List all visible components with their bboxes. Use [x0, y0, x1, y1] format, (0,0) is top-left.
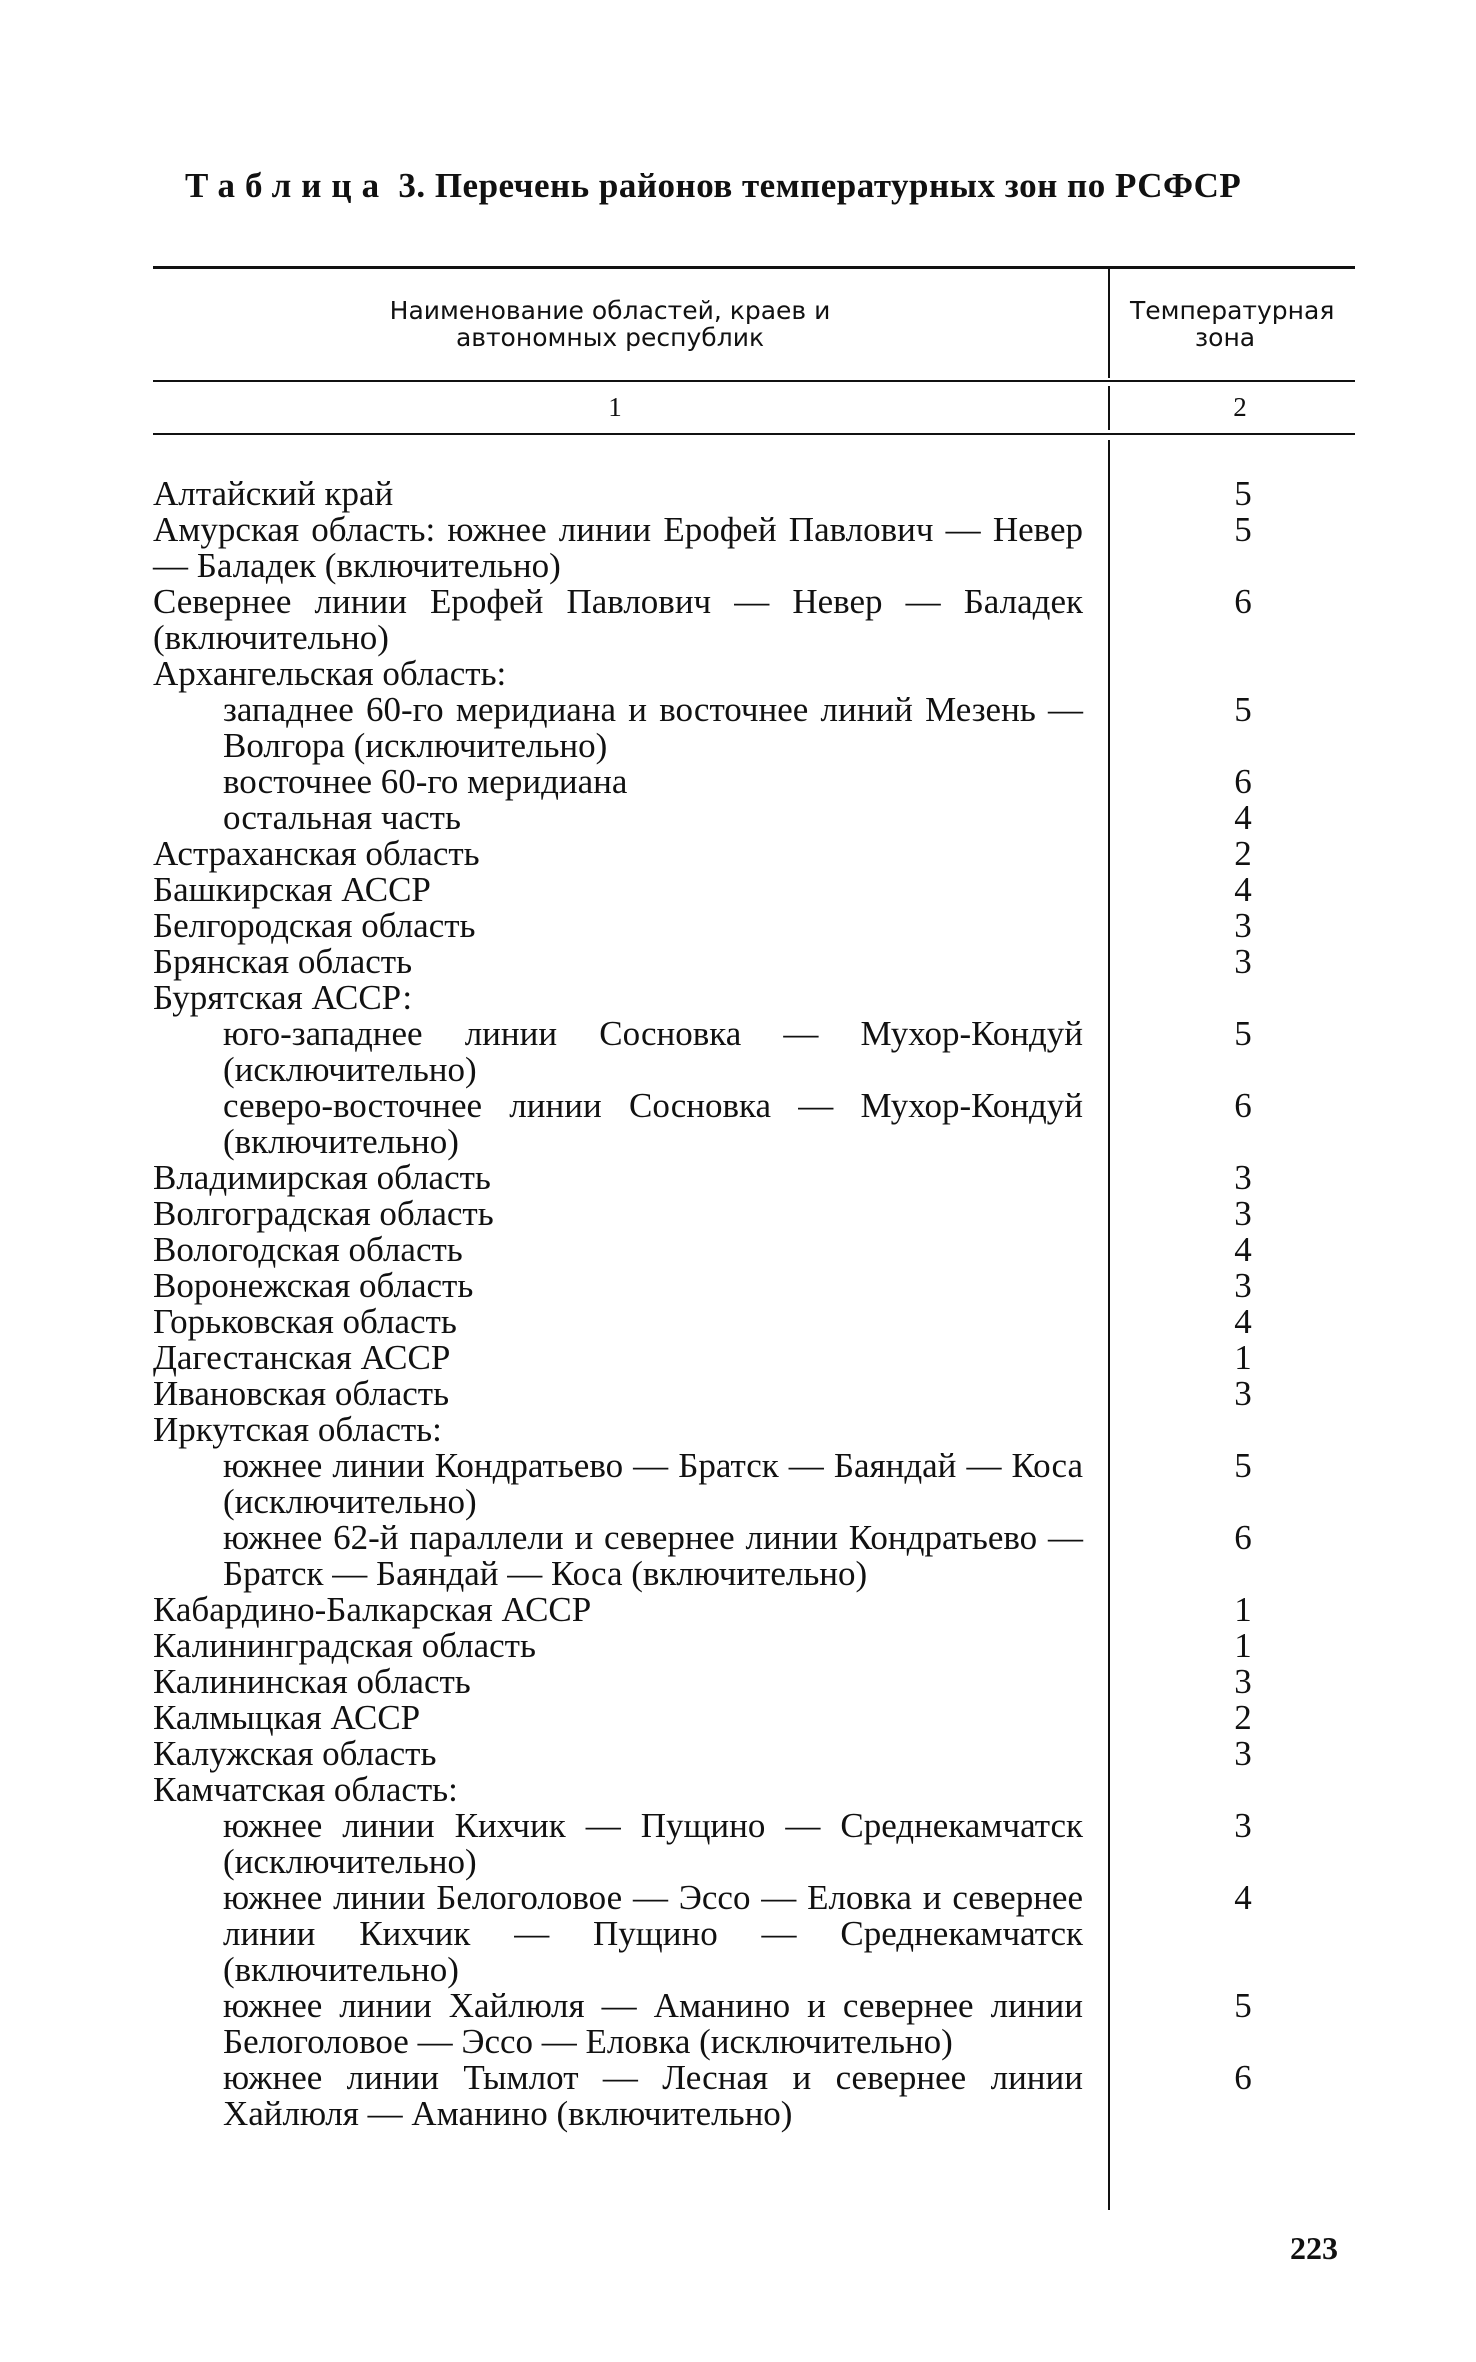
- region-name: юго-западнее линии Сосновка — Мухор-Кондуй (исключительно): [223, 1014, 1083, 1089]
- table-row: [153, 1592, 1277, 1628]
- table-row: [153, 1628, 1277, 1664]
- region-name: Астраханская область: [153, 834, 480, 873]
- table-row: [153, 476, 1277, 512]
- table-row: [153, 1736, 1277, 1772]
- temperature-zone: 4: [1234, 870, 1252, 909]
- table-row: [153, 656, 1277, 692]
- temperature-zone: 1: [1234, 1338, 1252, 1377]
- region-name: Воронежская область: [153, 1266, 474, 1305]
- region-name: Калмыцкая АССР: [153, 1698, 421, 1737]
- region-name: Владимирская область: [153, 1158, 491, 1197]
- table-row: [153, 584, 1277, 656]
- region-name: северо-восточнее линии Сосновка — Мухор-Кондуй (включительно): [223, 1086, 1083, 1161]
- temperature-zone: 6: [1234, 762, 1252, 801]
- region-name: южнее 62-й параллели и севернее линии Кондратьево — Братск — Баяндай — Коса (включительно): [223, 1518, 1083, 1593]
- table-row: [153, 908, 1277, 944]
- region-name: Калининская область: [153, 1662, 471, 1701]
- region-name: Горьковская область: [153, 1302, 457, 1341]
- temperature-zone: 3: [1234, 1194, 1252, 1233]
- region-name: Дагестанская АССР: [153, 1338, 451, 1377]
- region-name: Камчатская область:: [153, 1770, 458, 1809]
- region-name: Иркутская область:: [153, 1410, 442, 1449]
- header-bottom-rule: [153, 380, 1355, 382]
- table-row: [153, 1340, 1277, 1376]
- table-row: [153, 1880, 1277, 1988]
- region-name: Бурятская АССР:: [153, 978, 413, 1017]
- temperature-zone: 2: [1234, 1698, 1252, 1737]
- region-name: Вологодская область: [153, 1230, 463, 1269]
- temperature-zone: 3: [1234, 906, 1252, 945]
- temperature-zone: 3: [1234, 1662, 1252, 1701]
- region-name: Севернее линии Ерофей Павлович — Невер — Баладек (включительно): [153, 582, 1083, 657]
- temperature-zone: 5: [1234, 1014, 1252, 1053]
- colnum-bottom-rule: [153, 433, 1355, 435]
- temperature-zone: 3: [1234, 1266, 1252, 1305]
- table-row: [153, 1160, 1277, 1196]
- header-col1: Наименование областей, краев и автономных республик: [389, 296, 831, 352]
- temperature-zone: 2: [1234, 834, 1252, 873]
- region-name: Амурская область: южнее линии Ерофей Павлович — Невер — Баладек (включительно): [153, 510, 1083, 585]
- table-body: [153, 476, 1277, 2132]
- region-name: южнее линии Белоголовое — Эссо — Еловка и севернее линии Кихчик — Пущино — Среднекамчатск (включительно): [223, 1878, 1083, 1989]
- temperature-zone: 5: [1234, 474, 1252, 513]
- temperature-zone: 3: [1234, 1734, 1252, 1773]
- table-row: [153, 1016, 1277, 1088]
- column-number-2: 2: [1233, 392, 1247, 422]
- temperature-zone: 1: [1234, 1590, 1252, 1629]
- table-row: [153, 1772, 1277, 1808]
- region-name: Башкирская АССР: [153, 870, 431, 909]
- region-name: Алтайский край: [153, 474, 394, 513]
- colnum-divider: [1108, 386, 1110, 430]
- table-row: [153, 1304, 1277, 1340]
- temperature-zone: 5: [1234, 690, 1252, 729]
- column-number-1: 1: [608, 392, 622, 422]
- temperature-zone: 5: [1234, 1986, 1252, 2025]
- region-name: южнее линии Тымлот — Лесная и севернее линии Хайлюля — Аманино (включительно): [223, 2058, 1083, 2133]
- header-col2: Температурная зона: [1130, 296, 1335, 352]
- temperature-zone: 1: [1234, 1626, 1252, 1665]
- table-row: [153, 2060, 1277, 2132]
- table-row: [153, 1232, 1277, 1268]
- region-name: южнее линии Кондратьево — Братск — Баяндай — Коса (исключительно): [223, 1446, 1083, 1521]
- temperature-zone: 4: [1234, 1878, 1252, 1917]
- region-name: восточнее 60-го меридиана: [223, 762, 628, 801]
- region-name: Кабардино-Балкарская АССР: [153, 1590, 592, 1629]
- table-title-prefix: Таблица: [185, 166, 390, 205]
- temperature-zone: 6: [1234, 1086, 1252, 1125]
- table-title-text: 3. Перечень районов температурных зон по РСФСР: [398, 166, 1242, 205]
- top-rule: [153, 266, 1355, 269]
- table-row: [153, 1520, 1277, 1592]
- region-name: западнее 60-го меридиана и восточнее линий Мезень — Волгора (исключительно): [223, 690, 1083, 765]
- table-title: [185, 166, 1241, 206]
- temperature-zone: 6: [1234, 1518, 1252, 1557]
- page-number: 223: [1290, 2230, 1338, 2266]
- table-row: [153, 1448, 1277, 1520]
- table-row: [153, 1412, 1277, 1448]
- temperature-zone: 5: [1234, 510, 1252, 549]
- region-name: южнее линии Хайлюля — Аманино и севернее линии Белоголовое — Эссо — Еловка (исключительно): [223, 1986, 1083, 2061]
- region-name: Калининградская область: [153, 1626, 536, 1665]
- region-name: Калужская область: [153, 1734, 437, 1773]
- temperature-zone: 5: [1234, 1446, 1252, 1485]
- table-row: [153, 980, 1277, 1016]
- region-name: Волгоградская область: [153, 1194, 494, 1233]
- temperature-zone: 3: [1234, 1806, 1252, 1845]
- region-name: Архангельская область:: [153, 654, 507, 693]
- table-row: [153, 692, 1277, 764]
- temperature-zone: 3: [1234, 1374, 1252, 1413]
- table-row: [153, 944, 1277, 980]
- table-row: [153, 1268, 1277, 1304]
- region-name: остальная часть: [223, 798, 461, 837]
- temperature-zone: 4: [1234, 1230, 1252, 1269]
- temperature-zone: 6: [1234, 582, 1252, 621]
- header-divider: [1108, 268, 1110, 378]
- table-row: [153, 1088, 1277, 1160]
- table-row: [153, 1196, 1277, 1232]
- table-row: [153, 1700, 1277, 1736]
- temperature-zone: 3: [1234, 1158, 1252, 1197]
- table-row: [153, 1808, 1277, 1880]
- table-row: [153, 764, 1277, 800]
- table-row: [153, 872, 1277, 908]
- region-name: южнее линии Кихчик — Пущино — Среднекамчатск (исключительно): [223, 1806, 1083, 1881]
- table-row: [153, 836, 1277, 872]
- temperature-zone: 4: [1234, 798, 1252, 837]
- table-row: [153, 800, 1277, 836]
- table-row: [153, 1664, 1277, 1700]
- region-name: Ивановская область: [153, 1374, 450, 1413]
- table-row: [153, 1988, 1277, 2060]
- table-row: [153, 512, 1277, 584]
- temperature-zone: 4: [1234, 1302, 1252, 1341]
- region-name: Брянская область: [153, 942, 413, 981]
- table-row: [153, 1376, 1277, 1412]
- temperature-zone: 6: [1234, 2058, 1252, 2097]
- temperature-zone: 3: [1234, 942, 1252, 981]
- region-name: Белгородская область: [153, 906, 476, 945]
